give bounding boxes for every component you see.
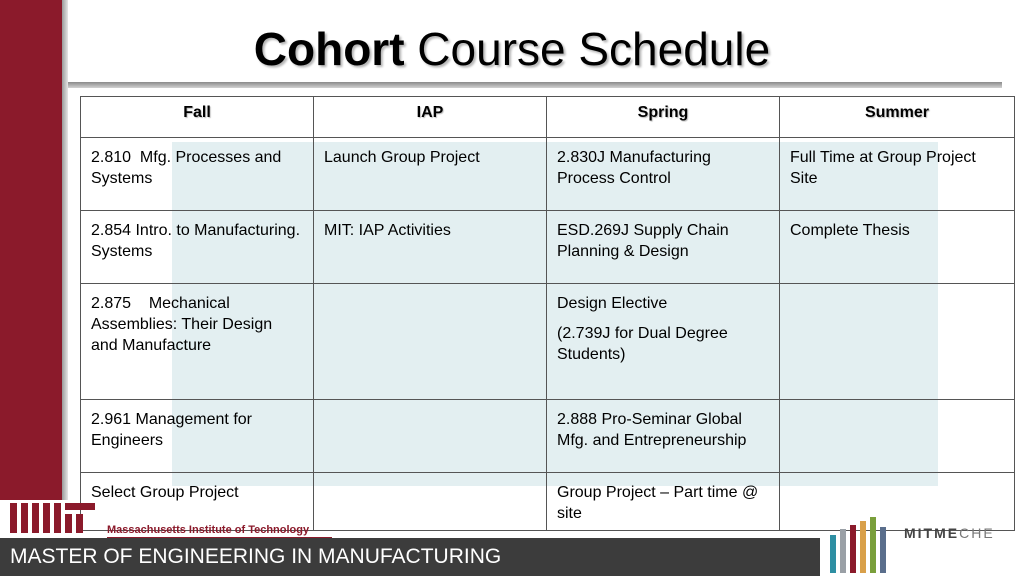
cell-spring	[547, 284, 780, 400]
header-spring: Spring	[547, 97, 780, 138]
header-summer: Summer	[780, 97, 1015, 138]
cell-fall: 2.810 Mfg. Processes and Systems	[81, 138, 314, 211]
cell-fall: 2.854 Intro. to Manufacturing. Systems	[81, 211, 314, 284]
meche-wordmark	[904, 525, 995, 541]
schedule-table	[80, 96, 1015, 531]
page-title-bold: Cohort	[253, 23, 405, 75]
cell-iap: MIT: IAP Activities	[314, 211, 547, 284]
table-row	[81, 284, 1015, 400]
spring-elective-note: (2.739J for Dual Degree Students)	[557, 325, 728, 363]
cell-spring: 2.830J Manufacturing Process Control	[547, 138, 780, 211]
title-divider	[68, 82, 1002, 88]
cell-fall: 2.961 Management for Engineers	[81, 400, 314, 473]
cell-summer: Full Time at Group Project Site	[780, 138, 1015, 211]
meche-wordmark-light: CHE	[959, 525, 995, 541]
cell-fall: Select Group Project	[81, 473, 314, 531]
mit-institution-name: Massachusetts Institute of Technology	[107, 524, 310, 536]
mit-logo-icon	[10, 500, 98, 534]
cell-iap: Launch Group Project	[314, 138, 547, 211]
table-row	[81, 400, 1015, 473]
header-iap: IAP	[314, 97, 547, 138]
page-title-rest: Course Schedule	[404, 23, 771, 75]
header-row	[81, 97, 1015, 138]
table-row	[81, 211, 1015, 284]
cell-spring: Group Project – Part time @ site	[547, 473, 780, 531]
meche-wordmark-bold: MITME	[904, 525, 960, 541]
cell-iap	[314, 400, 547, 473]
cell-iap	[314, 473, 547, 531]
program-name: MASTER OF ENGINEERING IN MANUFACTURING	[10, 545, 502, 568]
cell-summer	[780, 473, 1015, 531]
table-row	[81, 138, 1015, 211]
cell-fall: 2.875 Mechanical Assemblies: Their Design and Manufacture	[81, 284, 314, 400]
cell-iap	[314, 284, 547, 400]
cell-spring: 2.888 Pro-Seminar Global Mfg. and Entrepreneurship	[547, 400, 780, 473]
cell-summer	[780, 284, 1015, 400]
header-fall: Fall	[81, 97, 314, 138]
cell-spring: ESD.269J Supply Chain Planning & Design	[547, 211, 780, 284]
cell-summer: Complete Thesis	[780, 211, 1015, 284]
cell-summer	[780, 400, 1015, 473]
meche-logo-icon	[828, 515, 888, 575]
spring-elective: Design Elective	[557, 295, 668, 312]
page-title	[0, 22, 1024, 76]
